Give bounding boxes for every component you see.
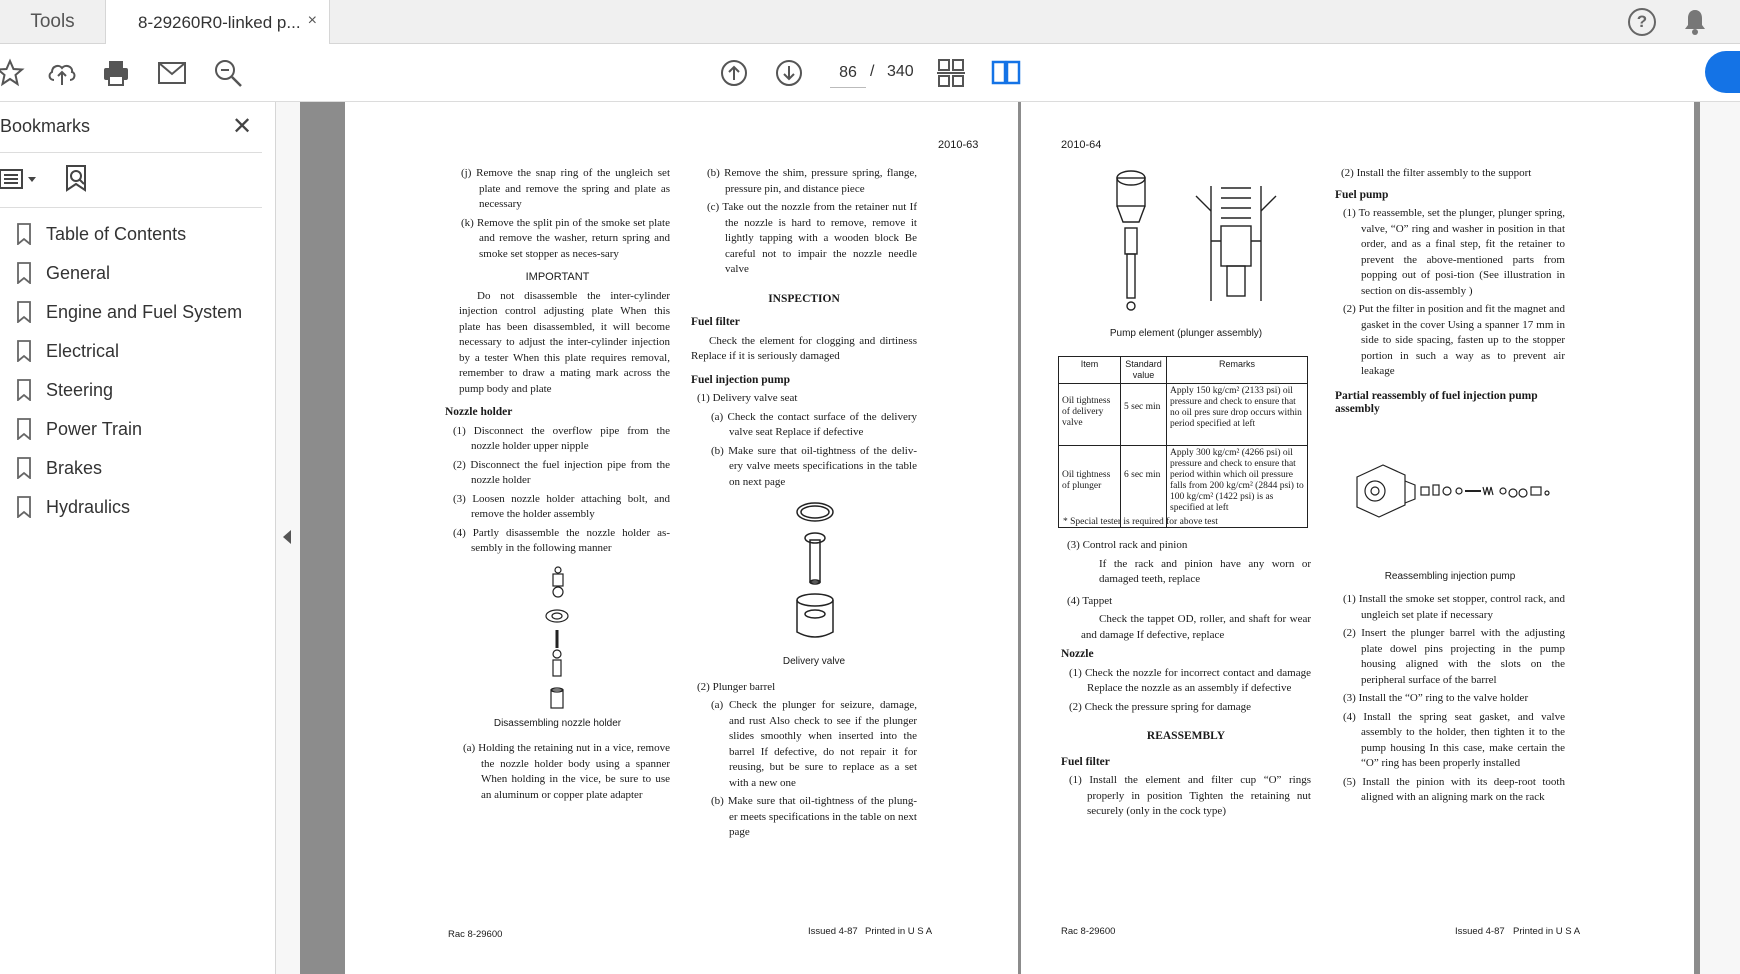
page-number: 2010-64 (1061, 139, 1102, 151)
bookmark-icon (16, 223, 32, 245)
table-cell: 6 sec min (1121, 446, 1167, 528)
paragraph: (1) Delivery valve seat (697, 392, 798, 404)
bookmark-label: Hydraulics (46, 496, 131, 517)
page-number-input[interactable]: 86 (830, 58, 866, 88)
footer-issued: Issued 4-87 (1455, 926, 1505, 937)
collapse-panel-icon[interactable] (283, 530, 291, 544)
paragraph: Do not disassemble the inter-cylinder injection control adjusting plate When this plate has been disassembled, it will become necessary to adjust the inter-cylinder injection by a tester When this plate requires removal, remember to draw a mating mark across the pump body and plate (459, 289, 670, 395)
bookmark-item[interactable] (16, 220, 186, 248)
paragraph: (3) Loosen nozzle holder attaching bolt, and remove the holder assembly (453, 492, 670, 520)
footer-left: Rac 8-29600 (1061, 926, 1116, 937)
close-tab-icon[interactable]: × (307, 12, 317, 29)
left-page-column-2 (691, 166, 917, 844)
paragraph: (2) Plunger barrel (697, 680, 776, 693)
figure-caption: Delivery valve (782, 656, 846, 667)
table-header: Standard value (1121, 357, 1167, 384)
next-page-icon[interactable] (771, 55, 807, 91)
bookmark-item[interactable] (16, 259, 110, 287)
two-page-view-icon[interactable] (988, 55, 1024, 91)
notification-bell-icon[interactable] (1682, 8, 1708, 36)
bookmark-label: Steering (46, 379, 114, 400)
paragraph: (3) Install the “O” ring to the valve holder (1343, 692, 1529, 704)
delivery-valve-figure (691, 496, 917, 654)
bookmark-icon (16, 457, 32, 479)
spec-table (1058, 356, 1308, 528)
add-bookmark-icon[interactable] (64, 164, 90, 197)
footer-left: Rac 8-29600 (448, 929, 503, 940)
paragraph: (1) Install the element and filter cup “O” rings properly in position Tighten the retaining nut securely (only in the cock type) (1069, 774, 1311, 817)
page-number: 2010-63 (938, 139, 979, 151)
section-heading: Partial reassembly of fuel injection pump assembly (1335, 389, 1538, 415)
table-cell: Oil tightness of delivery valve (1059, 384, 1121, 446)
table-header-row (1059, 357, 1308, 384)
paragraph: (2) Install the filter assembly to the support (1341, 167, 1532, 179)
section-heading: Nozzle (1061, 648, 1094, 660)
table-row (1059, 446, 1308, 528)
left-page-column-1 (445, 166, 670, 806)
paragraph: (a) Check the plunger for seizure, damage, and rust Also check to see if the plunger slides smoothly when inserted into the barrel If defective, do not repair it for reusing, but be sure to replace as a set with a new one (711, 699, 917, 789)
tab-document[interactable] (106, 0, 330, 45)
upload-cloud-icon[interactable] (44, 55, 80, 91)
inspection-heading: INSPECTION (768, 292, 840, 305)
paragraph: (2) Put the filter in position and fit the magnet and gasket in the cover Using a spanner 17 mm in side to side spacing, fasten up to the stopper portion in such a way as to prevent air leakage (1343, 303, 1565, 377)
table-header: Item (1059, 357, 1121, 384)
right-page-column-1 (1061, 538, 1311, 823)
bookmark-icon (16, 262, 32, 284)
paragraph: (k) Remove the split pin of the smoke set plate and remove the washer, return spring and smoke set stopper as neces-sary (461, 216, 670, 260)
previous-page-icon[interactable] (716, 55, 752, 91)
paragraph: (1) Check the nozzle for incorrect contact and damage Replace the nozzle as an assembly if defective (1069, 666, 1311, 694)
table-header: Remarks (1167, 357, 1308, 384)
section-heading: Nozzle holder (445, 406, 513, 418)
share-button[interactable] (1705, 51, 1740, 93)
zoom-search-icon[interactable] (210, 55, 246, 91)
nozzle-holder-figure (445, 560, 670, 716)
paragraph: (1) To reassemble, set the plunger, plunger spring, valve, “O” ring and washer in position in that order, and as a final step, fit the retainer to prevent the above-mentioned parts from popping out of posi-tion (See illustration in section on dis-assembly ) (1343, 207, 1565, 297)
reassembly-heading: REASSEMBLY (1146, 730, 1226, 742)
bookmarks-panel (0, 102, 276, 974)
bookmark-icon (16, 301, 32, 323)
paragraph: Check the tappet OD, roller, and shaft for wear and damage If defective, replace (1081, 613, 1311, 641)
tab-tools[interactable]: Tools (0, 0, 106, 44)
star-icon[interactable] (0, 55, 28, 91)
tab-bar (0, 0, 1740, 44)
page-separator: / (870, 63, 875, 80)
bookmark-icon (16, 418, 32, 440)
paragraph: Check the element for clogging and dirtiness Replace if it is seriously damaged (691, 334, 917, 362)
pump-element-figure (1061, 166, 1311, 326)
paragraph: (5) Install the pinion with its deep-root tooth aligned with an aligning mark on the rack (1343, 775, 1565, 803)
table-note: * Special tester is required for above test (1063, 517, 1218, 527)
paragraph: (b) Make sure that oil-tightness of the plung-er meets specifications in the table on next page (711, 795, 917, 838)
bookmark-icon (16, 340, 32, 362)
divider (0, 152, 262, 153)
email-icon[interactable] (154, 55, 190, 91)
bookmark-label: Engine and Fuel System (46, 301, 243, 322)
bookmark-label: Table of Contents (46, 223, 187, 244)
document-view[interactable] (300, 102, 1700, 974)
paragraph: (j) Remove the snap ring of the ungleich set plate and remove the spring and plate as necessary (461, 167, 670, 210)
right-page-column-2 (1335, 166, 1565, 809)
table-cell: Oil tightness of plunger (1059, 446, 1121, 528)
paragraph: (1) Install the smoke set stopper, control rack, and ungleich set plate if necessary (1343, 593, 1565, 621)
section-heading: Fuel injection pump (691, 373, 791, 386)
paragraph: (b) Remove the shim, pressure spring, flange, pressure pin, and distance piece (707, 167, 917, 195)
paragraph: (a) Check the contact surface of the delivery valve seat Replace if defective (711, 410, 917, 438)
paragraph: (a) Holding the retaining nut in a vice, remove the nozzle holder body using a spanner When holding in the vice, be sure to use an aluminum or copper plate adapter (463, 742, 670, 801)
bookmark-item[interactable] (16, 298, 242, 326)
bookmarks-title: Bookmarks (0, 116, 91, 136)
paragraph: If the rack and pinion have any worn or damaged teeth, replace (1099, 557, 1311, 585)
bookmark-label: Brakes (46, 457, 103, 478)
paragraph: (b) Make sure that oil-tightness of the deliv-ery valve meets specifications in the table on next page (711, 444, 917, 488)
page-thumbnails-icon[interactable] (933, 55, 969, 91)
toolbar (0, 44, 1740, 102)
figure-caption: Disassembling nozzle holder (493, 717, 622, 729)
footer-printed: Printed in U S A (865, 926, 933, 937)
bookmark-icon (16, 496, 32, 518)
reassembling-pump-figure (1335, 419, 1565, 569)
bookmark-item[interactable] (16, 337, 119, 365)
footer-printed: Printed in U S A (1513, 926, 1581, 937)
print-icon[interactable] (98, 55, 134, 91)
important-heading: IMPORTANT (525, 271, 590, 283)
paragraph: (c) Take out the nozzle from the retainer nut If the nozzle is hard to remove, remove it lightly tapping with a wooden block Be careful not to impair the nozzle needle valve (707, 201, 917, 275)
bookmark-label: General (46, 262, 111, 283)
figure-caption: Reassembling injection pump (1384, 570, 1516, 582)
paragraph: (2) Disconnect the fuel injection pipe from the nozzle holder (453, 458, 670, 486)
paragraph: (4) Tappet (1067, 594, 1113, 607)
bookmark-item[interactable] (16, 376, 113, 404)
paragraph: (4) Partly disassemble the nozzle holder as-sembly in the following manner (453, 526, 670, 554)
table-row (1059, 384, 1308, 446)
page-total: 340 (887, 63, 914, 80)
figure-caption: Pump element (plunger assembly) (1109, 328, 1263, 339)
paragraph: (2) Check the pressure spring for damage (1069, 700, 1252, 713)
bookmark-item[interactable] (16, 493, 130, 521)
close-panel-icon[interactable]: ✕ (232, 113, 253, 140)
paragraph: (2) Insert the plunger barrel with the adjusting plate dowel pins projecting in the pump housing aligned with the slots on the peripheral surface of the barrel (1343, 627, 1565, 686)
table-cell: Apply 300 kg/cm² (4266 psi) oil pressure and check to ensure that period within which oil pressure falls from 200 kg/cm² (2844 psi) to 100 kg/cm² (1422 psi) is as specified at left (1167, 446, 1308, 528)
footer-issued: Issued 4-87 (808, 926, 858, 937)
bookmark-item[interactable] (16, 415, 142, 443)
bookmark-label: Electrical (46, 340, 120, 361)
pdf-page-left (345, 102, 1018, 974)
bookmark-label: Power Train (46, 418, 143, 439)
table-cell: Apply 150 kg/cm² (2133 psi) oil pressure and check to ensure that no oil pres sure drop occurs within period specified at left (1167, 384, 1308, 446)
bookmark-options-icon[interactable] (0, 166, 40, 197)
bookmark-icon (16, 379, 32, 401)
section-heading: Fuel filter (691, 316, 740, 328)
pdf-page-right (1021, 102, 1694, 974)
tab-document-label: 8-29260R0-linked p... (138, 12, 301, 32)
paragraph: (4) Install the spring seat gasket, and valve assembly to the holder, then tighten it to the pump housing In this case, make certain the “O” ring has been properly installed (1343, 710, 1565, 769)
bookmark-item[interactable] (16, 454, 102, 482)
table-cell: 5 sec min (1121, 384, 1167, 446)
section-heading: Fuel pump (1335, 188, 1389, 201)
divider (0, 207, 262, 208)
paragraph: (1) Disconnect the overflow pipe from the nozzle holder upper nipple (453, 424, 670, 452)
paragraph: (3) Control rack and pinion (1067, 539, 1188, 551)
section-heading: Fuel filter (1061, 755, 1110, 768)
help-icon[interactable]: ? (1628, 8, 1656, 36)
